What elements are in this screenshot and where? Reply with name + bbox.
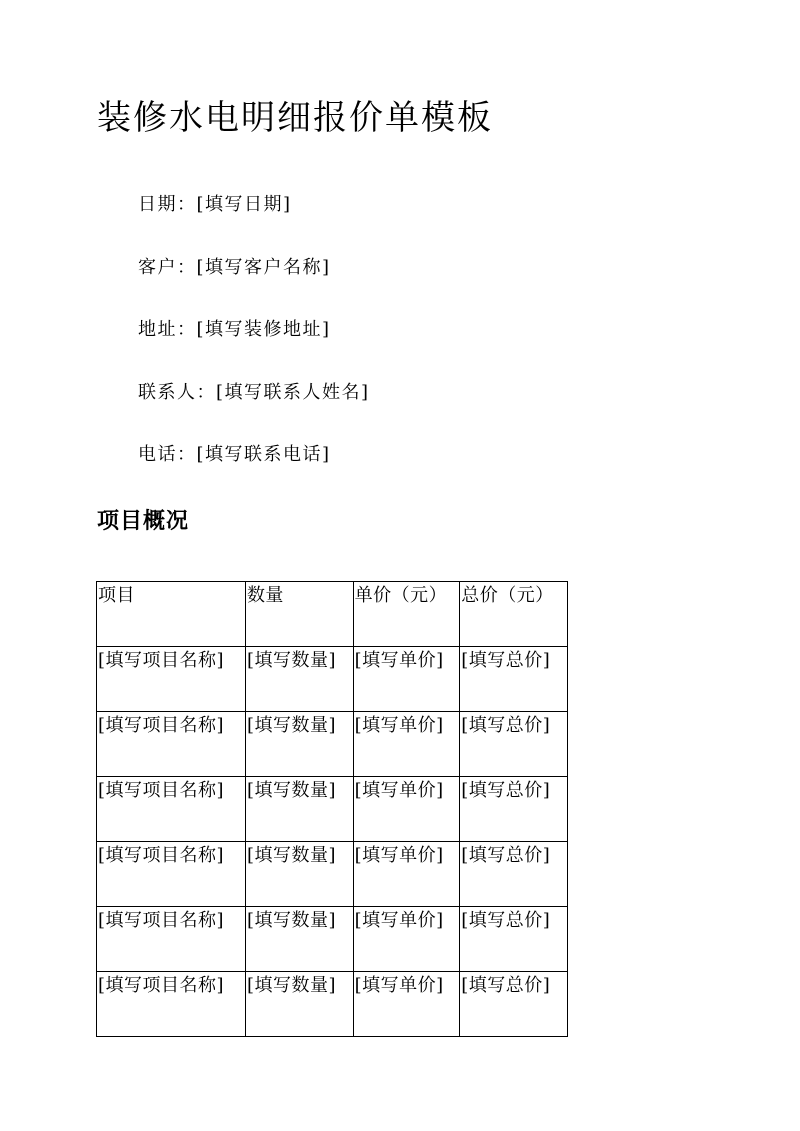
table-row [97, 777, 568, 842]
table-cell: [填写数量] [245, 647, 353, 712]
table-cell: [填写数量] [245, 712, 353, 777]
table-cell: [填写项目名称] [97, 907, 246, 972]
info-value: [填写联系人姓名] [216, 382, 370, 403]
table-cell: [填写单价] [353, 712, 460, 777]
table-cell: [填写单价] [353, 647, 460, 712]
info-value: [填写客户名称] [196, 257, 331, 278]
table-cell: [填写总价] [460, 712, 568, 777]
info-value: [填写日期] [196, 194, 292, 215]
table-cell: [填写项目名称] [97, 712, 246, 777]
table-row [97, 647, 568, 712]
info-phone [138, 442, 331, 468]
section-title: 项目概况 [97, 508, 190, 534]
info-address [138, 317, 331, 343]
table-row [97, 907, 568, 972]
table-cell: [填写总价] [460, 842, 568, 907]
quote-table [96, 581, 568, 1037]
info-label: 电话 [138, 444, 177, 465]
info-value: [填写装修地址] [196, 319, 331, 340]
info-label: 日期 [138, 194, 177, 215]
header-cell-quantity: 数量 [245, 582, 353, 647]
info-label: 联系人 [138, 382, 197, 403]
info-customer [138, 255, 331, 281]
info-separator: ： [177, 444, 197, 465]
table-cell: [填写总价] [460, 647, 568, 712]
table-row [97, 842, 568, 907]
header-cell-unit-price: 单价（元） [353, 582, 460, 647]
info-separator: ： [177, 194, 197, 215]
table-cell: [填写项目名称] [97, 777, 246, 842]
table-cell: [填写数量] [245, 842, 353, 907]
info-separator: ： [177, 319, 197, 340]
table-cell: [填写数量] [245, 972, 353, 1037]
table-cell: [填写总价] [460, 907, 568, 972]
info-contact [138, 380, 370, 406]
table-cell: [填写单价] [353, 907, 460, 972]
table-cell: [填写项目名称] [97, 842, 246, 907]
table-cell: [填写总价] [460, 972, 568, 1037]
info-separator: ： [177, 257, 197, 278]
document-title: 装修水电明细报价单模板 [97, 98, 493, 138]
info-separator: ： [196, 382, 216, 403]
info-date [138, 192, 292, 218]
table-cell: [填写数量] [245, 907, 353, 972]
info-value: [填写联系电话] [196, 444, 331, 465]
info-label: 地址 [138, 319, 177, 340]
table-cell: [填写单价] [353, 777, 460, 842]
table-cell: [填写数量] [245, 777, 353, 842]
header-cell-item: 项目 [97, 582, 246, 647]
header-cell-total-price: 总价（元） [460, 582, 568, 647]
table-cell: [填写项目名称] [97, 972, 246, 1037]
table-header-row [97, 582, 568, 647]
info-label: 客户 [138, 257, 177, 278]
table-row [97, 712, 568, 777]
table-cell: [填写单价] [353, 842, 460, 907]
table-cell: [填写单价] [353, 972, 460, 1037]
table-cell: [填写项目名称] [97, 647, 246, 712]
table-cell: [填写总价] [460, 777, 568, 842]
table-row [97, 972, 568, 1037]
